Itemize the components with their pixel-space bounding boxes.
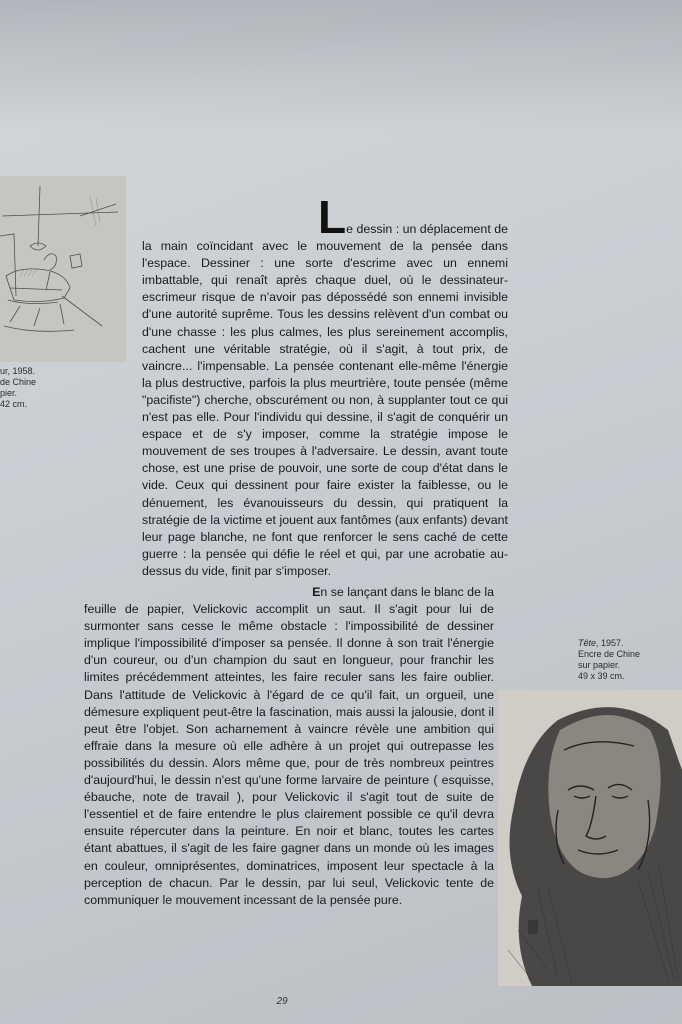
paragraph-2 <box>84 584 494 909</box>
ink-sketch-image <box>0 176 126 362</box>
right-caption-dimensions: 49 x 39 cm. <box>578 671 625 681</box>
paragraph-1-first-line <box>142 191 508 243</box>
paragraph-2-opening: n se lançant dans le blanc de la <box>320 585 494 599</box>
drop-cap-letter: L <box>318 191 347 243</box>
right-caption-date: , 1957. <box>596 638 624 648</box>
right-caption-support: sur papier. <box>578 660 621 670</box>
paragraph-1-body: la main coïncidant avec le mouvement de la pensée dans l'espace. Dessiner : une sorte d'escrime avec un ennemi imbattable, qui renaît après chaque duel, où le dessinateur-escrimeur risque de n'avoir pas dépossédé son ennemi invisible d'une autorité suprême. Tous les dessins relèvent d'un combat ou d'une chasse : les plus calmes, les plus sereinement accomplis, cachent une véritable stratégie, où il s'agit, à tout prix, de vaincre... l'impensable. La pensée contenant elle-même l'énergie la plus destructive, parfois la plus meurtrière, toute pensée (même "pacifiste") cherche, obscurément ou non, à supplanter tout ce qui n'est pas elle. Pour l'individu qui dessine, il s'agit de conquérir un espace et de s'y imposer, comme la stratégie impose le mouvement de ses troupes à l'adversaire. Le dessin, avant toute chose, est une prise de pouvoir, une sorte de coup d'état dans le vide. Ceux qui dessinent pour faire exister la faiblesse, ou le dénuement, les évanouisseurs du dessin, qui pratiquent la stratégie de la victime et jouent aux fantômes (aux enfants) devant leur page blanche, ne font que renforcer le sens caché de cette guerre : la pensée qui défie le réel et qui, par une acrobatie au-dessus du vide, finit par s'imposer. <box>142 239 508 578</box>
left-caption-dimensions: 42 cm. <box>0 399 28 409</box>
page-top-shadow <box>0 0 682 130</box>
paragraph-1-opening: e dessin : un déplacement de <box>346 222 508 236</box>
page-number: 29 <box>276 996 288 1007</box>
left-image-caption <box>0 366 60 410</box>
left-caption-support: pier. <box>0 388 18 398</box>
right-image-caption <box>578 638 678 682</box>
paragraph-2-body: feuille de papier, Velickovic accomplit un saut. Il s'agit pour lui de surmonter sans cesse le même obstacle : l'impossibilité de dessiner implique l'impossibilité d'imposer sa pensée. Il donne à son trait l'énergie d'un coureur, ou d'un champion du saut en longueur, pour franchir les limites précédemment atteintes, les faire reculer sans les faire oublier. Dans l'attitude de Velickovic à l'égard de ce qu'il fait, un orgueil, une démesure expliquent peut-être la fascination, mais aussi la jalousie, dont il peut être l'objet. Son acharnement à vaincre révèle une ambition qui effraie dans la mesure où elle adhère à un projet qui outrepasse les possibilités du dessin. Alors même que, pour de très nombreux peintres d'aujourd'hui, le dessin n'est qu'une forme larvaire de peinture ( esquisse, ébauche, note de travail ), pour Velickovic il s'agit tout de suite de l'essentiel et de faire entendre le plus clairement possible ce qu'il devra ensuite répercuter dans la peinture. En noir et blanc, toutes les cartes étant abattues, il s'agit de les faire gagner dans un monde où les images en couleur, omniprésentes, dominatrices, imposent leur spectacle à la perception de chacun. Par le dessin, par lui seul, Velickovic tente de communiquer le mouvement incessant de la pensée pure. <box>84 602 494 907</box>
paragraph-2-first-line <box>84 584 494 601</box>
left-caption-medium: de Chine <box>0 377 37 387</box>
right-caption-title: Tête <box>578 638 597 648</box>
left-caption-title: ur, 1958. <box>0 366 36 376</box>
right-caption-title-line <box>578 638 678 649</box>
portrait-drawing-image <box>498 690 682 986</box>
paragraph-1 <box>142 191 508 580</box>
paragraph-2-lead-letter: E <box>312 585 321 599</box>
right-caption-medium: Encre de Chine <box>578 649 641 659</box>
